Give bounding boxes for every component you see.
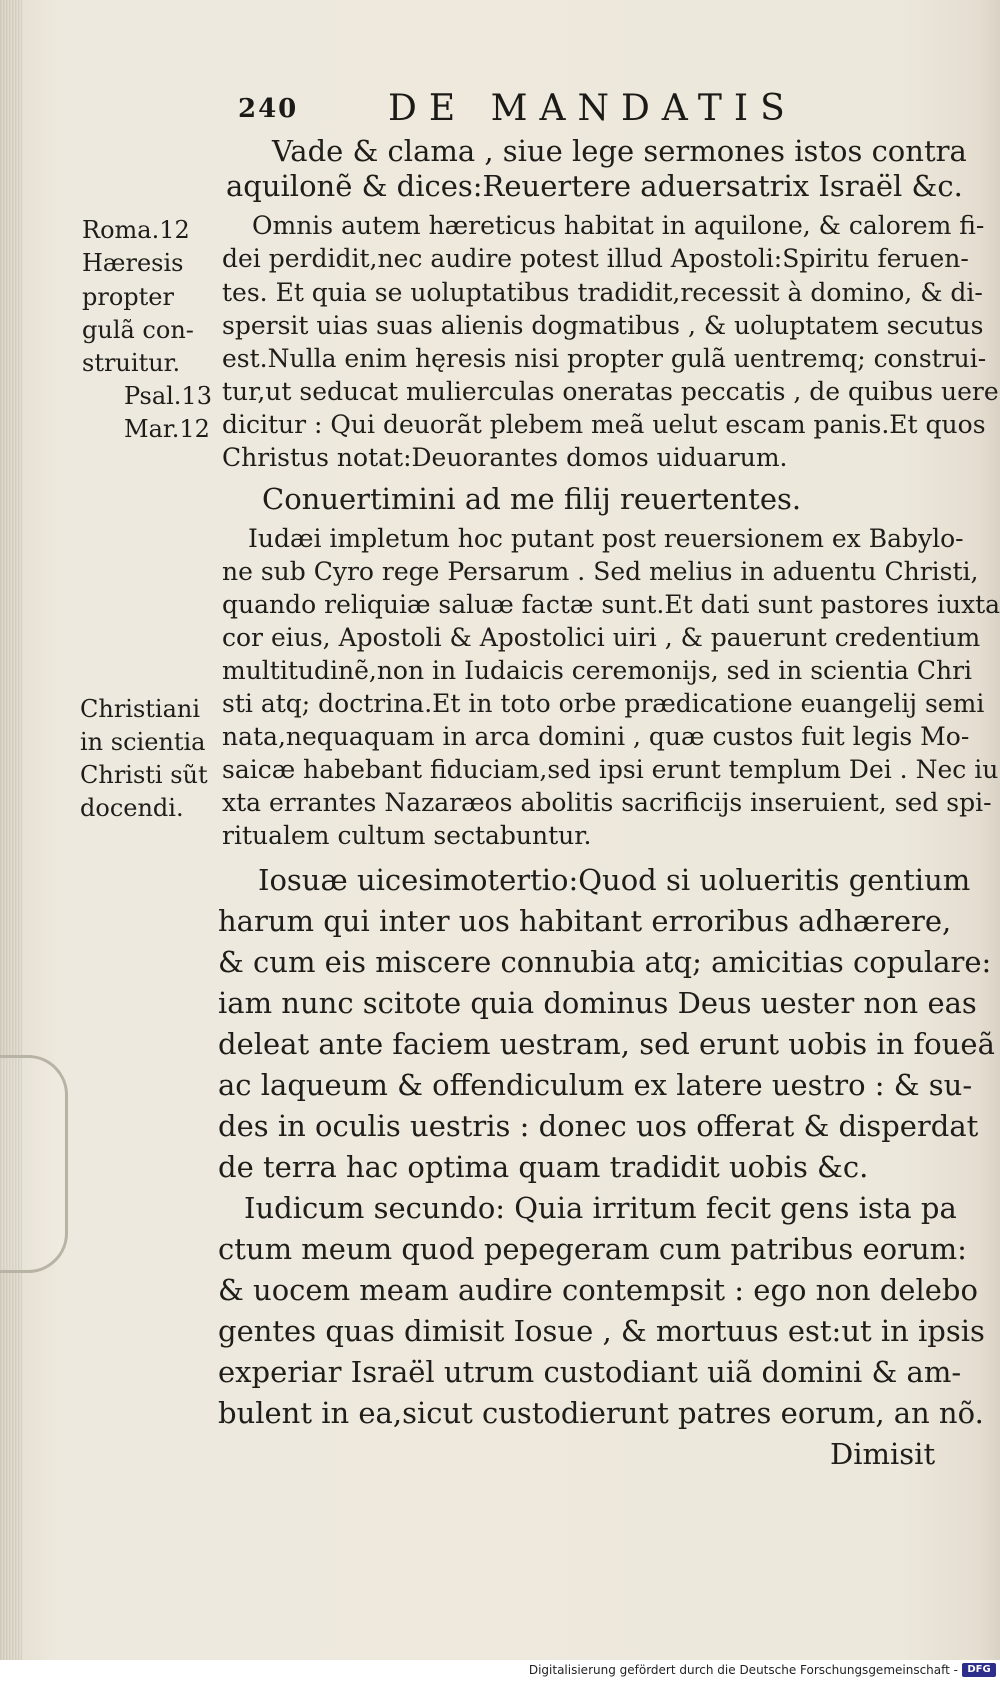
text-line: Iudæi impletum hoc putant post reuersionem ex Babylo- [248, 524, 964, 553]
text-line: bulent in ea,sicut custodierunt patres eorum, an nõ. [218, 1396, 984, 1430]
text-line: ritualem cultum sectabuntur. [222, 821, 592, 850]
text-line: experiar Israël utrum custodiant uiã domini & am- [218, 1355, 962, 1389]
text-line: ne sub Cyro rege Persarum . Sed melius in aduentu Christi, [222, 557, 979, 586]
margin-note: Mar.12 [124, 415, 210, 443]
text-line: deleat ante faciem uestram, sed erunt uobis in foueã [218, 1027, 995, 1061]
text-line: & uocem meam audire contempsit : ego non delebo [218, 1273, 978, 1307]
text-line: iam nunc scitote quia dominus Deus uester non eas [218, 986, 977, 1020]
text-line: ctum meum quod pepegeram cum patribus eorum: [218, 1232, 967, 1266]
dfg-logo: DFG [962, 1663, 996, 1677]
running-title: DE MANDATIS [388, 88, 797, 129]
margin-note: Christiani [80, 695, 201, 723]
text-line: cor eius, Apostoli & Apostolici uiri , & pauerunt credentium [222, 623, 981, 652]
text-line: saicæ habebant fiduciam,sed ipsi erunt templum Dei . Nec iu [222, 755, 999, 784]
text-line: Omnis autem hæreticus habitat in aquilone, & calorem fi- [252, 211, 985, 240]
text-line: & cum eis miscere connubia atq; amicitias copulare: [218, 945, 992, 979]
text-line: spersit uias suas alienis dogmatibus , & uoluptatem secutus [222, 311, 984, 340]
section-heading: Conuertimini ad me filij reuertentes. [262, 482, 802, 516]
text-line: dei perdidit,nec audire potest illud Apostoli:Spiritu feruen- [222, 244, 969, 273]
page-number: 240 [238, 94, 299, 124]
margin-note: struitur. [82, 349, 181, 377]
funding-credit: Digitalisierung gefördert durch die Deutsche Forschungsgemeinschaft - [528, 1663, 958, 1677]
text-line: harum qui inter uos habitant erroribus adhærere, [218, 904, 952, 938]
text-line: sti atq; doctrina.Et in toto orbe prædicatione euangelij semi [222, 689, 985, 718]
text-line: Vade & clama , siue lege sermones istos contra [272, 134, 967, 168]
page-tab-mark [0, 1055, 68, 1273]
margin-note: docendi. [80, 794, 184, 822]
margin-note: propter [82, 283, 174, 311]
running-head [238, 88, 838, 128]
margin-note: Psal.13 [124, 382, 212, 410]
text-line: dicitur : Qui deuorãt plebem meã uelut escam panis.Et quos [222, 410, 986, 439]
margin-note: Roma.12 [82, 216, 190, 244]
text-line: gentes quas dimisit Iosue , & mortuus est:ut in ipsis [218, 1314, 985, 1348]
text-line: nata,nequaquam in arca domini , quæ custos fuit legis Mo- [222, 722, 970, 751]
margin-note: in scientia [80, 728, 206, 756]
page-edges [0, 0, 22, 1660]
margin-note: Christi sũt [80, 761, 208, 789]
text-line: Iudicum secundo: Quia irritum fecit gens ista pa [244, 1191, 957, 1225]
text-line: de terra hac optima quam tradidit uobis &c. [218, 1150, 869, 1184]
catchword: Dimisit [830, 1437, 936, 1471]
text-line: Christus notat:Deuorantes domos uiduarum. [222, 443, 788, 472]
text-line: aquilonẽ & dices:Reuertere aduersatrix Israël &c. [226, 169, 963, 203]
margin-note: Hæresis [82, 249, 184, 277]
margin-note: gulã con- [82, 316, 194, 344]
footer-bar [0, 1660, 1000, 1681]
text-line: Iosuæ uicesimotertio:Quod si uolueritis gentium [258, 863, 971, 897]
text-line: tes. Et quia se uoluptatibus tradidit,recessit à domino, & di- [222, 278, 983, 307]
text-line: est.Nulla enim hęresis nisi propter gulã uentremq; construi- [222, 344, 987, 373]
text-line: tur,ut seducat mulierculas oneratas peccatis , de quibus uere [222, 377, 999, 406]
text-line: xta errantes Nazaræos abolitis sacrificijs inseruient, sed spi- [222, 788, 992, 817]
text-line: quando reliquiæ saluæ factæ sunt.Et dati sunt pastores iuxta [222, 590, 1000, 619]
text-line: multitudinẽ,non in Iudaicis ceremonijs, sed in scientia Chri [222, 656, 973, 685]
text-line: ac laqueum & offendiculum ex latere uestro : & su- [218, 1068, 973, 1102]
text-line: des in oculis uestris : donec uos offerat & disperdat [218, 1109, 979, 1143]
